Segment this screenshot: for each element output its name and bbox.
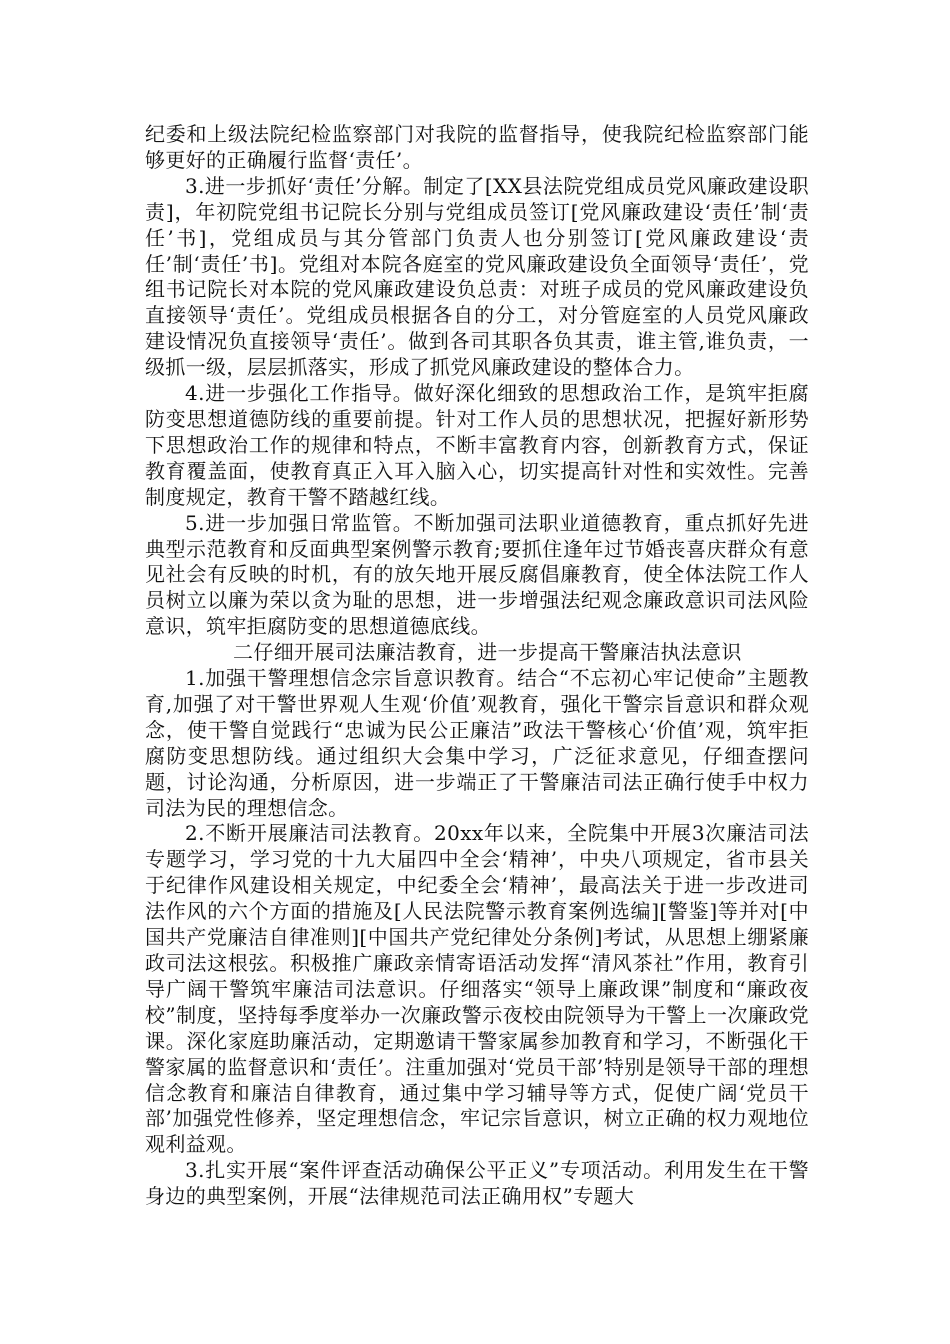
section-heading: 二仔细开展司法廉洁教育，进一步提高干警廉洁执法意识 bbox=[233, 640, 742, 665]
paragraph-item-4-guidance: 4.进一步强化工作指导。做好深化细致的思想政治工作，是筑牢拒腐防变思想道德防线的重要前提。针对工作人员的思想状况，把握好新形势下思想政治工作的规律和特点，不断丰富教育内容，创新教育方式，保证教育覆盖面，使教育真正入耳入脑入心，切实提高针对性和实效性。完善制度规定，教育干警不踏越红线。 bbox=[145, 381, 809, 509]
paragraph-item-3-responsibility: 3.进一步抓好‘责任’分解。制定了[XX县法院党组成员党风廉政建设职责]，年初院党组书记院长分别与党组成员签订[党风廉政建设‘责任’制‘责任’书]，党组成员与其分管部门负责人也分别签订[党风廉政建设‘责任’制‘责任’书]。党组对本院各庭室的党风廉政建设负全面领导‘责任’，党组书记院长对本院的党风廉政建设负总责：对班子成员的党风廉政建设负直接领导‘责任’。党组成员根据各自的分工，对分管庭室的人员党风廉政建设情况负直接领导‘责任’。做到各司其职各负其责，谁主管,谁负责，一级抓一级，层层抓落实，形成了抓党风廉政建设的整体合力。 bbox=[145, 173, 809, 380]
paragraph-item-5-supervision: 5.进一步加强日常监管。不断加强司法职业道德教育，重点抓好先进典型示范教育和反面典型案例警示教育;要抓住逢年过节婚丧喜庆群众有意见社会有反映的时机，有的放矢地开展反腐倡廉教育，使全体法院工作人员树立以廉为荣以贪为耻的思想，进一步增强法纪观念廉政意识司法风险意识，筑牢拒腐防变的思想道德底线。 bbox=[145, 510, 809, 639]
paragraph-item-2-education: 2.不断开展廉洁司法教育。20xx年以来，全院集中开展3次廉洁司法专题学习，学习党的十九大届四中全会‘精神’，中央八项规定，省市县关于纪律作风建设相关规定，中纪委全会‘精神’，最高法关于进一步改进司法作风的六个方面的措施及[人民法院警示教育案例选编][警鉴]等并对[中国共产党廉洁自律准则][中国共产党纪律处分条例]考试，从思想上绷紧廉政司法这根弦。积极推广廉政亲情寄语活动发挥“清风茶社”作用，教育引导广阔干警筑牢廉洁司法意识。仔细落实“领导上廉政课”制度和“廉政夜校”制度，坚持每季度举办一次廉政警示夜校由院领导为干警上一次廉政党课。深化家庭助廉活动，定期邀请干警家属参加教育和学习，不断强化干警家属的监督意识和‘责任’。注重加强对‘党员干部’特别是领导干部的理想信念教育和廉洁自律教育，通过集中学习辅导等方式，促使广阔‘党员干部’加强党性修养，坚定理想信念，牢记宗旨意识，树立正确的权力观地位观利益观。 bbox=[145, 821, 809, 1157]
paragraph-continuation: 纪委和上级法院纪检监察部门对我院的监督指导，使我院纪检监察部门能够更好的正确履行监督‘责任’。 bbox=[145, 122, 809, 172]
document-body bbox=[145, 122, 809, 1210]
paragraph-item-1-ideals: 1.加强干警理想信念宗旨意识教育。结合“不忘初心牢记使命”主题教育,加强了对干警世界观人生观‘价值’观教育，强化干警宗旨意识和群众观念，使干警自觉践行“忠诚为民公正廉洁”政法干警核心‘价值’观，筑牢拒腐防变思想防线。通过组织大会集中学习，广泛征求意见，仔细查摆问题，讨论沟通，分析原因，进一步端正了干警廉洁司法正确行使手中权力司法为民的理想信念。 bbox=[145, 666, 809, 820]
paragraph-item-3-case-review: 3.扎实开展“案件评查活动确保公平正义”专项活动。利用发生在干警身边的典型案例，开展“法律规范司法正确用权”专题大 bbox=[145, 1158, 809, 1209]
